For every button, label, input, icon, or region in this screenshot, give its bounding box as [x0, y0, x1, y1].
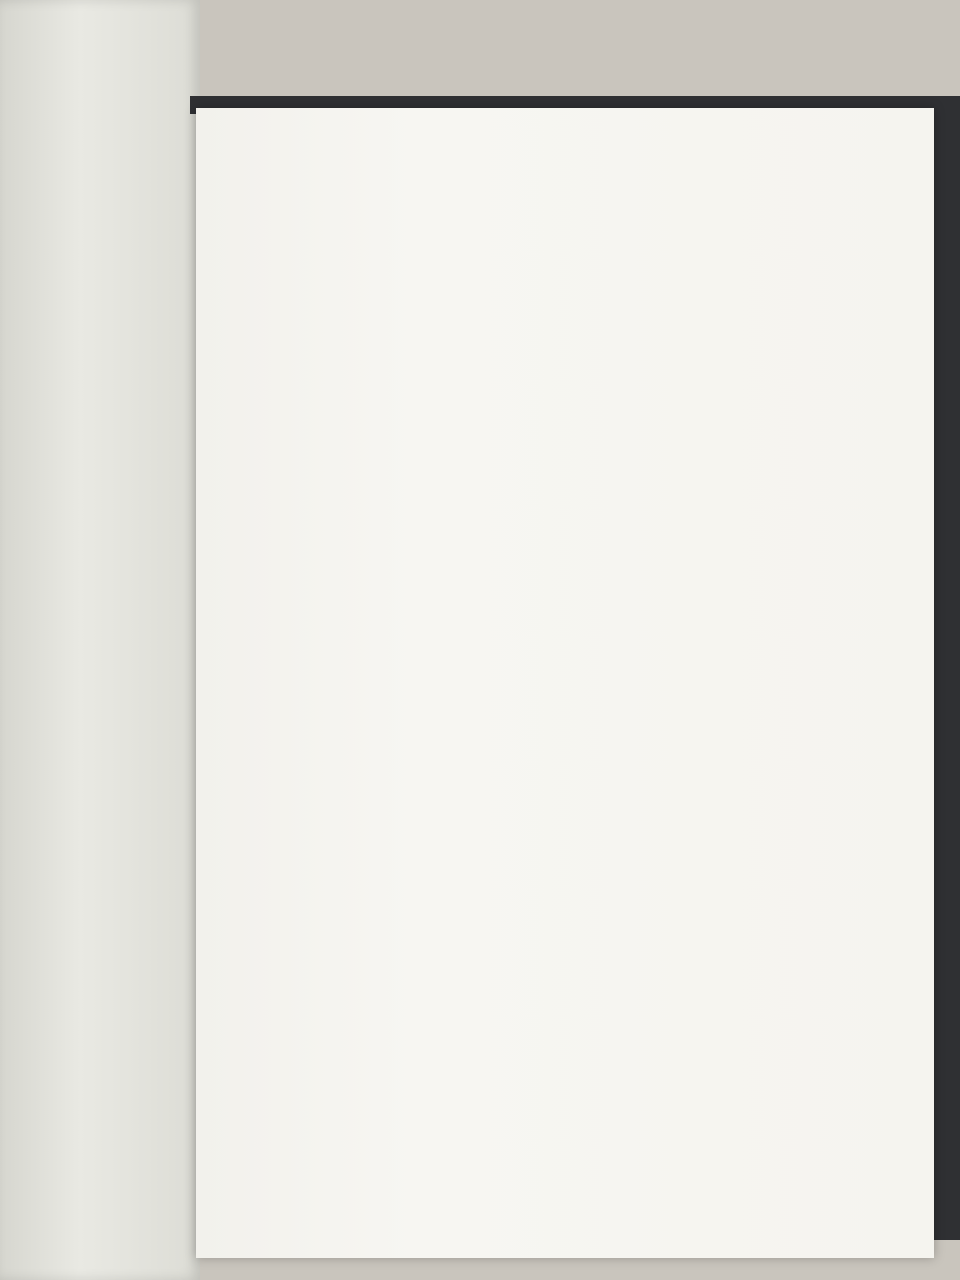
index-column-left [232, 180, 536, 186]
index-page [196, 108, 934, 1258]
index-column-right [588, 128, 864, 130]
left-page-blank [0, 0, 200, 1280]
